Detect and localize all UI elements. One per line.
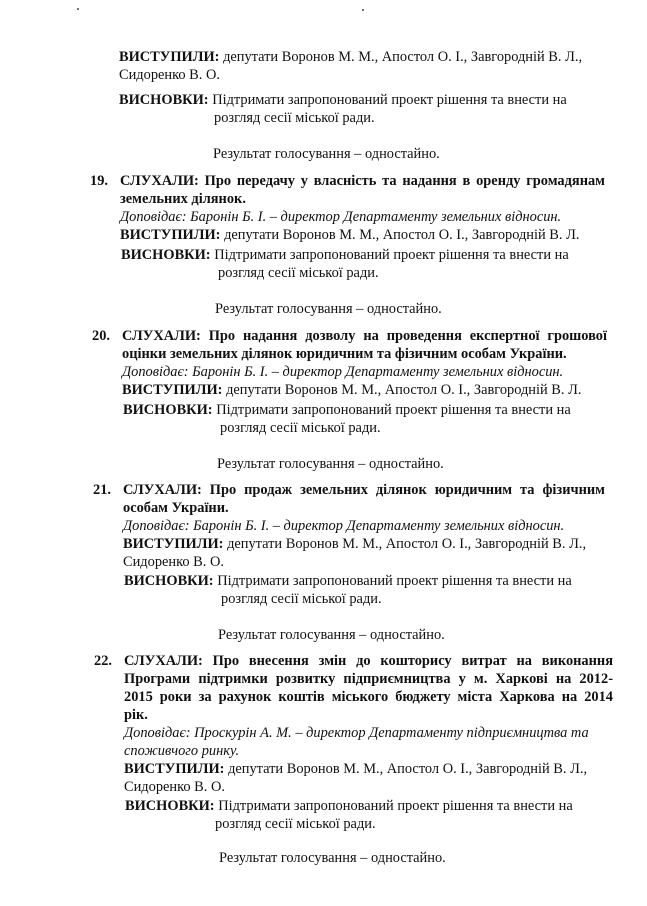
conclusion-label: ВИСНОВКИ:: [119, 92, 209, 108]
item-title: Про надання дозволу на проведення експертної грошової: [208, 328, 607, 344]
speakers-text: депутати Воронов М. М., Апостол О. І., Завгородній В. Л.: [226, 382, 582, 398]
conclusion-text: розгляд сесії міської ради.: [221, 591, 382, 607]
intro-conclusion: [119, 91, 567, 127]
conclusion-text: Підтримати запропонований проект рішення та внести на: [212, 92, 567, 108]
reporter-label: Доповідає:: [120, 209, 187, 225]
agenda-item-21: [93, 481, 605, 571]
item-title: 2015 роки за рахунок коштів міського бюджету міста Харкова на 2014: [124, 689, 613, 705]
item-number: 20.: [92, 328, 110, 344]
reporter-label: Доповідає:: [124, 725, 191, 741]
conclusion-text: Підтримати запропонований проект рішення та внести на: [216, 402, 571, 418]
conclusion-text: розгляд сесії міської ради.: [220, 420, 381, 436]
item-number: 22.: [94, 653, 112, 669]
conclusion-text: розгляд сесії міської ради.: [218, 265, 379, 281]
speakers-label: ВИСТУПИЛИ:: [124, 761, 225, 777]
heard-label: СЛУХАЛИ:: [122, 328, 201, 344]
heard-label: СЛУХАЛИ:: [120, 173, 199, 189]
conclusion-label: ВИСНОВКИ:: [125, 798, 215, 814]
vote-result: Результат голосування – одностайно.: [219, 850, 446, 866]
conclusion-text: Підтримати запропонований проект рішення та внести на: [218, 798, 573, 814]
speakers-text: Сидоренко В. О.: [123, 554, 224, 570]
speakers-text: депутати Воронов М. М., Апостол О. І., Завгородній В. Л.,: [227, 536, 587, 552]
conclusion-text: Підтримати запропонований проект рішення та внести на: [217, 573, 572, 589]
speakers-label: ВИСТУПИЛИ:: [120, 227, 221, 243]
reporter-text: споживчого ринку.: [124, 743, 240, 759]
reporter-text: Баронін Б. І. – директор Департаменту земельних відносин.: [193, 518, 565, 534]
agenda-item-22: [94, 652, 613, 796]
conclusion-label: ВИСНОВКИ:: [121, 247, 211, 263]
speakers-label: ВИСТУПИЛИ:: [122, 382, 223, 398]
vote-result: Результат голосування – одностайно.: [217, 456, 444, 472]
scan-speck: [77, 8, 79, 10]
item-22-conclusion: [125, 797, 573, 833]
agenda-item-19: [90, 172, 605, 244]
speakers-label: ВИСТУПИЛИ:: [119, 49, 220, 65]
item-19-conclusion: [121, 246, 569, 282]
reporter-label: Доповідає:: [122, 364, 189, 380]
intro-speakers: [119, 48, 582, 84]
conclusion-text: розгляд сесії міської ради.: [214, 110, 375, 126]
item-title: рік.: [124, 707, 148, 723]
item-title: Про передачу у власність та надання в оренду громадянам: [204, 173, 605, 189]
heard-label: СЛУХАЛИ:: [124, 653, 203, 669]
speakers-label: ВИСТУПИЛИ:: [123, 536, 224, 552]
item-number: 21.: [93, 482, 111, 498]
item-title: земельних ділянок.: [120, 191, 246, 207]
conclusion-text: Підтримати запропонований проект рішення та внести на: [214, 247, 569, 263]
reporter-text: Баронін Б. І. – директор Департаменту земельних відносин.: [190, 209, 562, 225]
conclusion-label: ВИСНОВКИ:: [123, 402, 213, 418]
vote-result: Результат голосування – одностайно.: [213, 146, 440, 162]
item-title: оцінки земельних ділянок юридичним та фізичним особам України.: [122, 346, 567, 362]
agenda-item-20: [92, 327, 607, 399]
item-title: Про продаж земельних ділянок юридичним та фізичним: [209, 482, 605, 498]
item-20-conclusion: [123, 401, 571, 437]
speakers-text: депутати Воронов М. М., Апостол О. І., Завгородній В. Л.,: [223, 49, 583, 65]
vote-result: Результат голосування – одностайно.: [218, 627, 445, 643]
item-title: Програми підтримки розвитку підприємництва у м. Харкові на 2012-: [124, 671, 613, 687]
conclusion-label: ВИСНОВКИ:: [124, 573, 214, 589]
reporter-label: Доповідає:: [123, 518, 190, 534]
speakers-text: Сидоренко В. О.: [119, 67, 220, 83]
reporter-text: Баронін Б. І. – директор Департаменту земельних відносин.: [192, 364, 564, 380]
item-title: Про внесення змін до кошторису витрат на виконання: [212, 653, 613, 669]
speakers-text: Сидоренко В. О.: [124, 779, 225, 795]
heard-label: СЛУХАЛИ:: [123, 482, 202, 498]
reporter-text: Проскурін А. М. – директор Департаменту підприємництва та: [194, 725, 589, 741]
scan-speck: [362, 9, 364, 11]
item-21-conclusion: [124, 572, 572, 608]
vote-result: Результат голосування – одностайно.: [215, 301, 442, 317]
speakers-text: депутати Воронов М. М., Апостол О. І., Завгородній В. Л.: [224, 227, 580, 243]
conclusion-text: розгляд сесії міської ради.: [215, 816, 376, 832]
item-number: 19.: [90, 173, 108, 189]
item-title: особам України.: [123, 500, 229, 516]
speakers-text: депутати Воронов М. М., Апостол О. І., Завгородній В. Л.,: [228, 761, 588, 777]
